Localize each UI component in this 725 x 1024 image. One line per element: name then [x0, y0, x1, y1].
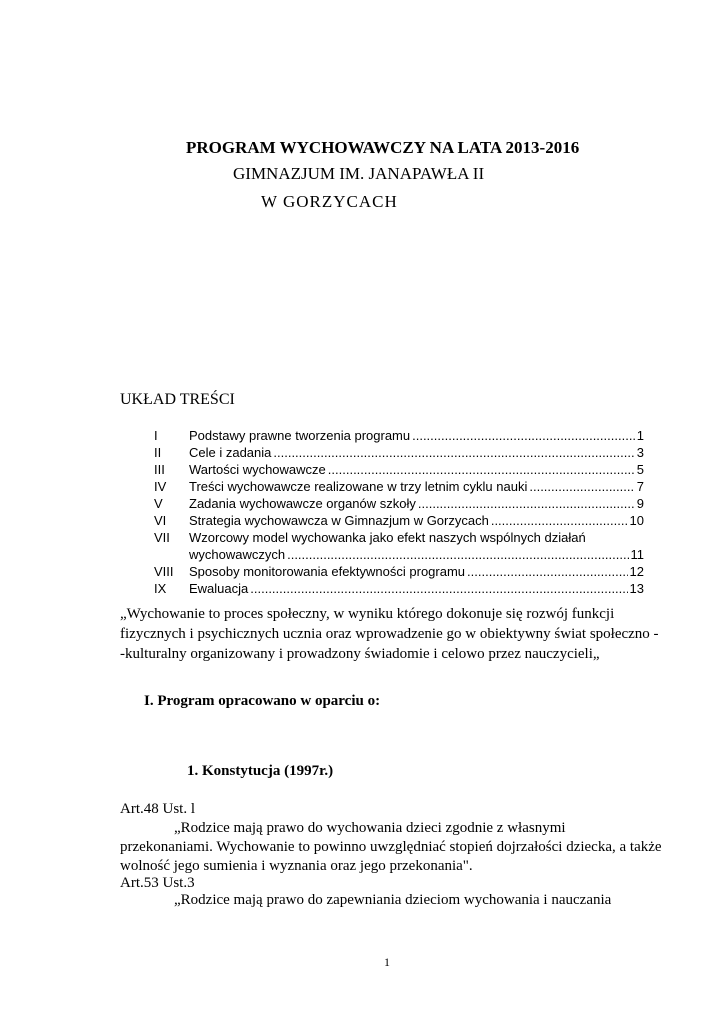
toc-item-label: Cele i zadania [189, 445, 272, 460]
article-reference: Art.53 Ust.3 [120, 875, 195, 891]
quote-line: „Wychowanie to proces społeczny, w wyniku którego dokonuje się rozwój funkcji [120, 606, 615, 622]
toc-item [154, 462, 644, 479]
toc-item-number: VI [154, 513, 167, 528]
toc-item-number: I [154, 428, 158, 443]
toc-item [154, 581, 644, 598]
toc-item [154, 428, 644, 445]
article-text-line: wolność jego sumienia i wyznania oraz jego przekonania". [120, 858, 473, 874]
quote-line: fizycznych i psychicznych ucznia oraz wprowadzenie go w obiektywny świat społeczno - [120, 626, 659, 642]
toc-item-page: 11 [630, 547, 644, 562]
article-reference: Art.48 Ust. l [120, 801, 195, 817]
toc-item-page: 7 [636, 479, 644, 494]
toc-item-label: Ewaluacja [189, 581, 249, 596]
toc-leader [250, 581, 627, 596]
toc-item-label: Treści wychowawcze realizowane w trzy letnim cyklu nauki [189, 479, 528, 494]
article-text-line: „Rodzice mają prawo do wychowania dzieci zgodnie z własnymi [174, 820, 566, 836]
article-text-line: „Rodzice mają prawo do zapewniania dzieciom wychowania i nauczania [174, 892, 612, 908]
toc-item-page: 3 [636, 445, 644, 460]
toc-item-label: wychowawczych [189, 547, 286, 562]
toc-leader [328, 462, 635, 477]
toc-item-number: II [154, 445, 162, 460]
toc-item [154, 564, 644, 581]
document-title: PROGRAM WYCHOWAWCZY NA LATA 2013-2016 [186, 138, 580, 157]
toc-leader [467, 564, 628, 579]
toc-item-label: Zadania wychowawcze organów szkoły [189, 496, 416, 511]
toc-leader [418, 496, 635, 511]
article-text-line: przekonaniami. Wychowanie to powinno uwzględniać stopień dojrzałości dziecka, a także [120, 839, 662, 855]
toc-item-number: VII [154, 530, 170, 545]
toc-item [154, 530, 644, 547]
toc-item [154, 479, 644, 496]
toc-item-label-line1: Wzorcowy model wychowanka jako efekt naszych wspólnych działań [189, 530, 586, 545]
toc-leader [491, 513, 628, 528]
school-location: W GORZYCACH [261, 192, 398, 211]
toc-item-number: IV [154, 479, 167, 494]
toc-item-label: Wartości wychowawcze [189, 462, 326, 477]
toc-leader [287, 547, 628, 562]
toc-leader [412, 428, 635, 443]
toc-item-page: 12 [629, 564, 644, 579]
toc-item-number: III [154, 462, 165, 477]
toc-item [154, 513, 644, 530]
toc-item-number: IX [154, 581, 167, 596]
school-name: GIMNAZJUM IM. JANAPAWŁA II [233, 164, 485, 183]
toc-item [154, 445, 644, 462]
toc-item-label: Strategia wychowawcza w Gimnazjum w Gorzycach [189, 513, 489, 528]
toc-item-page: 5 [636, 462, 644, 477]
toc-item-continuation [154, 547, 644, 564]
section-heading: I. Program opracowano w oparciu o: [144, 693, 381, 709]
toc-item [154, 496, 644, 513]
toc-item-label: Podstawy prawne tworzenia programu [189, 428, 411, 443]
toc-item-page: 9 [636, 496, 644, 511]
toc-item-number: V [154, 496, 163, 511]
toc-leader [529, 479, 634, 494]
quote-line: -kulturalny organizowany i prowadzony świadomie i celowo przez nauczycieli„ [120, 646, 600, 662]
toc-item-number: VIII [154, 564, 174, 579]
toc-heading: UKŁAD TREŚCI [120, 391, 235, 408]
subsection-heading: 1. Konstytucja (1997r.) [187, 763, 334, 779]
toc-item-page: 10 [629, 513, 644, 528]
toc-item-page: 1 [636, 428, 644, 443]
page-number: 1 [384, 955, 390, 969]
toc-leader [273, 445, 634, 460]
toc-item-page: 13 [629, 581, 644, 596]
toc-item-label: Sposoby monitorowania efektywności programu [189, 564, 466, 579]
